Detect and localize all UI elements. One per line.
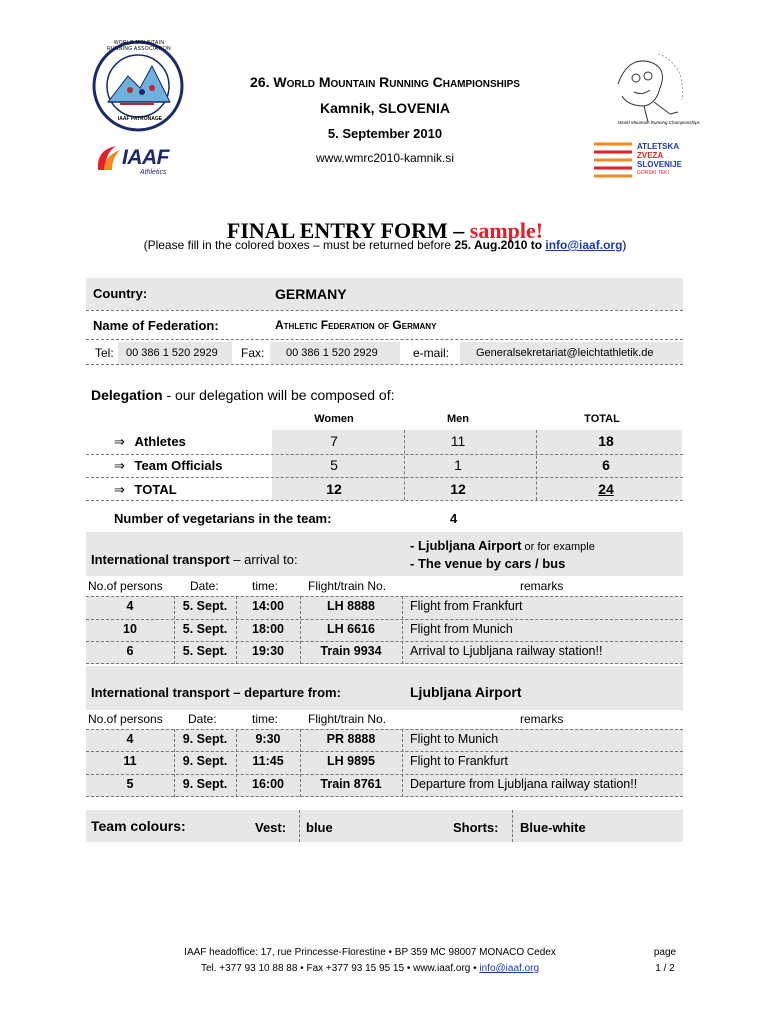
form-title-sample: sample!	[469, 218, 544, 243]
tel-field[interactable]: 00 386 1 520 2929	[118, 342, 232, 364]
departure-time-field[interactable]: 16:00	[252, 777, 284, 791]
delegation-heading: Delegation - our delegation will be composed of:	[91, 387, 395, 403]
championship-title: 26. World Mountain Running Championships	[250, 74, 520, 90]
arrival-heading: International transport – arrival to:	[91, 552, 298, 567]
arrival-flight-field[interactable]: Train 9934	[320, 644, 382, 658]
delegation-row-officials: ⇒ Team Officials	[114, 458, 223, 473]
shorts-label: Shorts:	[453, 820, 499, 835]
total-men-field[interactable]: 12	[450, 481, 466, 497]
arrival-flight-field[interactable]: LH 6616	[327, 622, 375, 636]
vest-label: Vest:	[255, 820, 287, 835]
delegation-row-athletes: ⇒ Athletes	[114, 434, 186, 449]
arrival-remarks-field[interactable]: Flight from Munich	[410, 622, 513, 636]
departure-time-field[interactable]: 11:45	[252, 754, 284, 768]
departure-remarks-field[interactable]: Flight to Munich	[410, 732, 499, 746]
email-field[interactable]: Generalsekretariat@leichtathletik.de	[460, 342, 683, 364]
azs-stripes-icon	[592, 136, 636, 184]
arrival-date-field[interactable]: 5. Sept.	[182, 599, 228, 613]
wmra-seal-top-text: WORLD MOUNTAIN RUNNING ASSOCIATION	[107, 40, 171, 52]
iaaf-logo-text: IAAF	[122, 146, 169, 169]
federation-field[interactable]: Athletic Federation of Germany	[275, 318, 437, 332]
departure-date-field[interactable]: 9. Sept.	[182, 732, 228, 746]
arrival-col-persons: No.of persons	[88, 579, 163, 593]
departure-col-flight: Flight/train No.	[308, 712, 387, 726]
officials-total-field[interactable]: 6	[602, 457, 610, 473]
form-title: FINAL ENTRY FORM – sample!	[226, 218, 544, 243]
departure-column-headers	[86, 712, 683, 730]
departure-row-2	[86, 754, 683, 774]
wmra-seal-bottom-text: IAAF PATRONAGE	[117, 116, 163, 122]
arrival-time-field[interactable]: 14:00	[252, 599, 284, 613]
departure-date-field[interactable]: 9. Sept.	[182, 754, 228, 768]
arrival-option-2: - The venue by cars / bus	[410, 556, 566, 571]
email-label: e-mail:	[413, 346, 450, 360]
federation-label: Name of Federation:	[93, 318, 219, 333]
azs-sub: GORSKI TEKI	[637, 170, 669, 176]
athletes-women-field[interactable]: 7	[330, 433, 338, 449]
grand-total-field[interactable]: 24	[598, 481, 614, 497]
azs-logo	[592, 136, 688, 184]
arrival-row-1	[86, 599, 683, 619]
departure-persons-field[interactable]: 11	[123, 754, 137, 768]
form-subtitle: (Please fill in the colored boxes – must be returned before 25. Aug.2010 to info@iaaf.org)	[143, 238, 627, 252]
shorts-field[interactable]: Blue-white	[520, 820, 586, 835]
departure-persons-field[interactable]: 5	[126, 777, 134, 791]
arrival-time-field[interactable]: 18:00	[252, 622, 284, 636]
departure-time-field[interactable]: 9:30	[255, 732, 281, 746]
arrival-col-flight: Flight/train No.	[308, 579, 387, 593]
vest-field[interactable]: blue	[306, 820, 333, 835]
arrival-option-1: - Ljubljana Airport or for example	[410, 538, 595, 553]
vegetarians-label: Number of vegetarians in the team:	[114, 511, 332, 526]
arrow-right-icon: ⇒	[114, 458, 125, 473]
page-number: 1 / 2	[655, 963, 675, 974]
arrival-flight-field[interactable]: LH 8888	[327, 599, 375, 613]
departure-date-field[interactable]: 9. Sept.	[182, 777, 228, 791]
azs-line-3: SLOVENIJE	[637, 160, 682, 169]
athletes-total-field[interactable]: 18	[598, 433, 614, 449]
arrival-persons-field[interactable]: 10	[123, 622, 137, 636]
arrival-row-3	[86, 644, 683, 664]
country-row	[86, 278, 683, 310]
arrival-remarks-field[interactable]: Arrival to Ljubljana railway station!!	[410, 644, 603, 658]
fax-label: Fax:	[241, 346, 265, 360]
arrow-right-icon: ⇒	[114, 482, 125, 497]
departure-persons-field[interactable]: 4	[126, 732, 134, 746]
iaaf-logo	[94, 140, 184, 180]
arrival-persons-field[interactable]: 6	[126, 644, 134, 658]
athletes-men-field[interactable]: 11	[450, 433, 466, 449]
departure-col-remarks: remarks	[520, 712, 564, 726]
departure-flight-field[interactable]: LH 9895	[327, 754, 375, 768]
footer-contact: Tel. +377 93 10 88 88 • Fax +377 93 15 95 15 • www.iaaf.org • info@iaaf.org	[200, 963, 540, 974]
tel-label: Tel:	[95, 346, 114, 360]
departure-row-3	[86, 777, 683, 797]
delegation-row-total: ⇒ TOTAL	[114, 482, 177, 497]
total-women-field[interactable]: 12	[326, 481, 342, 497]
arrival-col-time: time:	[252, 579, 279, 593]
championship-date: 5. September 2010	[327, 126, 443, 141]
arrival-col-date: Date:	[190, 579, 219, 593]
departure-location-field[interactable]: Ljubljana Airport	[410, 684, 522, 700]
arrival-col-remarks: remarks	[520, 579, 564, 593]
officials-women-field[interactable]: 5	[330, 457, 338, 473]
iaaf-swoosh-icon	[94, 142, 124, 174]
departure-row-1	[86, 732, 683, 752]
championship-website[interactable]: www.wmrc2010-kamnik.si	[315, 151, 455, 165]
iaaf-logo-sub: Athletics	[140, 169, 167, 176]
azs-line-2: ZVEZA	[637, 151, 664, 160]
departure-col-persons: No.of persons	[88, 712, 163, 726]
departure-flight-field[interactable]: PR 8888	[326, 732, 376, 746]
arrival-remarks-field[interactable]: Flight from Frankfurt	[410, 599, 523, 613]
fax-field[interactable]: 00 386 1 520 2929	[270, 342, 400, 364]
arrow-right-icon: ⇒	[114, 434, 125, 449]
azs-line-1: ATLETSKA	[637, 142, 680, 151]
footer-address: IAAF headoffice: 17, rue Princesse-Florestine • BP 359 MC 98007 MONACO Cedex	[184, 947, 556, 958]
officials-men-field[interactable]: 1	[454, 457, 462, 473]
championship-location: Kamnik, SLOVENIA	[320, 100, 450, 116]
country-field[interactable]: GERMANY	[275, 286, 347, 302]
departure-col-date: Date:	[188, 712, 217, 726]
col-total: TOTAL	[584, 413, 620, 425]
arrival-date-field[interactable]: 5. Sept.	[182, 644, 228, 658]
arrival-date-field[interactable]: 5. Sept.	[182, 622, 228, 636]
country-label: Country:	[93, 286, 148, 301]
departure-remarks-field[interactable]: Flight to Frankfurt	[410, 754, 508, 768]
page-label: page	[653, 947, 677, 958]
arrival-column-headers	[86, 579, 683, 597]
departure-remarks-field[interactable]: Departure from Ljubljana railway station!!	[410, 777, 638, 791]
mascot-caption: World Mountain Running Championships	[618, 120, 700, 125]
col-men: Men	[447, 413, 469, 425]
departure-flight-field[interactable]: Train 8761	[320, 777, 382, 791]
subtitle-email-link[interactable]: info@iaaf.org	[545, 238, 623, 252]
vegetarians-field[interactable]: 4	[450, 511, 458, 526]
departure-heading: International transport – departure from:	[91, 685, 341, 700]
arrival-row-2	[86, 622, 683, 642]
departure-col-time: time:	[252, 712, 279, 726]
col-women: Women	[314, 413, 354, 425]
arrival-persons-field[interactable]: 4	[126, 599, 134, 613]
arrival-time-field[interactable]: 19:30	[252, 644, 284, 658]
footer-email-link[interactable]: info@iaaf.org	[479, 963, 540, 974]
team-colours-label: Team colours:	[91, 818, 186, 834]
